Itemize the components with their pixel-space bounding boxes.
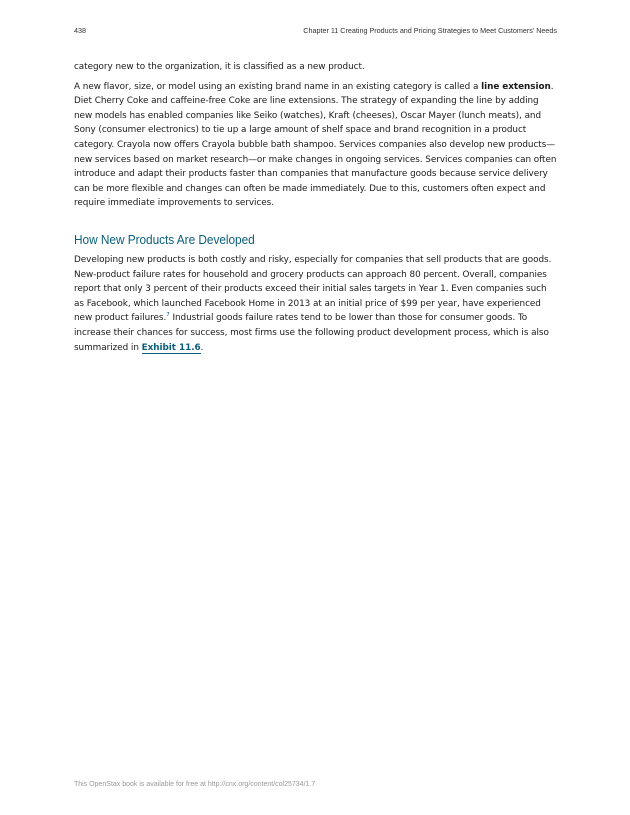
page-number: 438 (74, 26, 86, 35)
paragraph-text: A new flavor, size, or model using an existing brand name in an existing category is called a (74, 81, 482, 92)
key-term-line-extension: line extension (481, 81, 551, 92)
paragraph-new-products (74, 253, 558, 355)
paragraph-continuation (74, 60, 558, 75)
paragraph-line-extension (74, 80, 558, 211)
paragraph-text: . Diet Cherry Coke and caffeine-free Coke are line extensions. The strategy of expanding the line by adding new models has enabled companies like Seiko (watches), Kraft (cheeses), Oscar Mayer (lunch meats), and Sony (consumer electronics) to tie up a large amount of shelf space and brand recognition in a product category. Crayola now offers Crayola bubble bath shampoo. Services companies also develop new products—new services based on market research—or make changes in ongoing services. Services companies can often introduce and adapt their products faster than companies that manufacture goods because service delivery can be more flexible and changes can often be made immediately. Due to this, customers often expect and require immediate improvements to services. (74, 81, 557, 209)
page-header (74, 26, 557, 36)
chapter-title: Chapter 11 Creating Products and Pricing Strategies to Meet Customers' Needs (303, 26, 557, 35)
paragraph-text: . (200, 342, 204, 353)
section-heading: How New Products Are Developed (74, 231, 255, 247)
paragraph-text: Developing new products is both costly and risky, especially for companies that sell products that are goods. New-product failure rates for household and grocery products can approach 80 percent. Overall, companies report that only 3 percent of their products exceed their initial sales targets in Year 1. Even companies such as Facebook, which launched Facebook Home in 2013 at an initial price of $99 per year, have experienced new product failures. (74, 254, 552, 324)
paragraph-text: Industrial goods failure rates tend to be lower than those for consumer goods. To increase their chances for success, most firms use the following product development process, which is also summarized in (74, 313, 549, 353)
exhibit-link[interactable]: Exhibit 11.6 (141, 342, 201, 353)
page-footer: This OpenStax book is available for free at http://cnx.org/content/col25734/1.7 (74, 781, 316, 788)
main-content (74, 60, 558, 355)
paragraph-text: category new to the organization, it is classified as a new product. (74, 62, 365, 72)
footnote-marker[interactable]: 7 (166, 312, 170, 319)
